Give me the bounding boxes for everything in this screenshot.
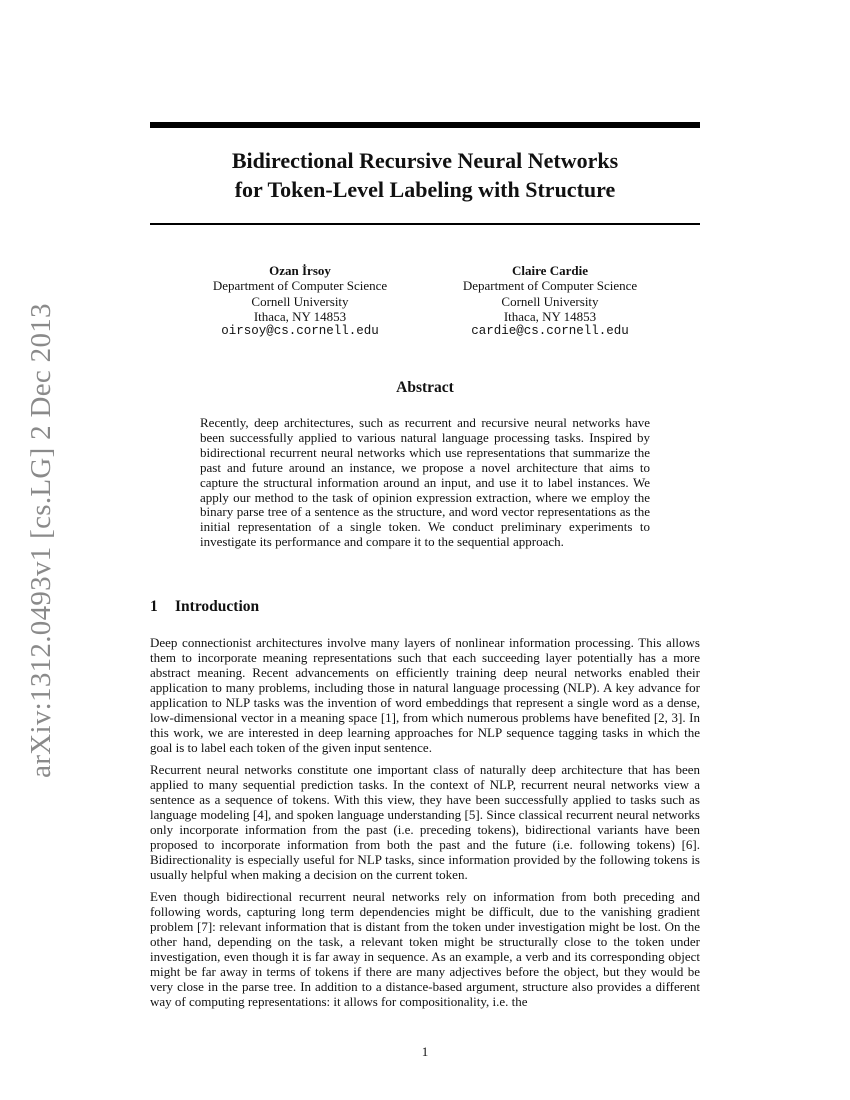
- arxiv-identifier-margin: [11, 300, 71, 780]
- author-location: Ithaca, NY 14853: [503, 308, 597, 324]
- author-name: Claire Cardie: [512, 263, 588, 278]
- author-email: oirsoy@cs.cornell.edu: [221, 324, 379, 339]
- section-number: 1: [150, 598, 158, 615]
- intro-paragraph-2: Recurrent neural networks constitute one important class of naturally deep architecture that has been applied to many sequential prediction tasks. In the context of NLP, recurrent neural networks view a sentence as a sequence of tokens. With this view, they have been successfully applied to tasks such as language modeling [4], and spoken language understanding [5]. Since classical recurrent neural networks only incorporate information from the past (i.e. preceding tokens), bidirectional variants have been proposed to incorporate information from both the past and the future (i.e. following tokens) [6]. Bidirectionality is especially useful for NLP tasks, since information provided by the following tokens is usually helpful when making a decision on the current token.: [150, 762, 700, 882]
- author-name: Ozan İrsoy: [269, 263, 331, 278]
- page-number: 1: [421, 1044, 429, 1059]
- arxiv-identifier: arXiv:1312.0493v1 [cs.LG] 2 Dec 2013: [24, 302, 57, 778]
- abstract-heading: Abstract: [396, 379, 454, 396]
- abstract-text: Recently, deep architectures, such as recurrent and recursive neural networks have been successfully applied to various natural language processing tasks. Inspired by bidirectional recurrent neural networks which use representations that summarize the past and future around an instance, we propose a novel architecture that aims to capture the structural information around an input, and use it to label instances. We apply our method to the task of opinion expression extraction, where we employ the binary parse tree of a sentence as the structure, and word vector representations as the initial representation of a single token. We conduct preliminary experiments to investigate its performance and compare it to the sequential approach.: [200, 415, 650, 550]
- author-block-cardie: [430, 263, 670, 339]
- section-title: Introduction: [175, 598, 260, 615]
- section-heading-introduction: [150, 598, 259, 616]
- author-department: Department of Computer Science: [212, 278, 388, 294]
- author-location: Ithaca, NY 14853: [253, 308, 347, 324]
- author-university: Cornell University: [251, 293, 349, 309]
- paper-title-line-1: Bidirectional Recursive Neural Networks: [231, 148, 619, 173]
- title-rule-bottom: [150, 223, 700, 225]
- intro-paragraph-3: Even though bidirectional recurrent neural networks rely on information from both preceding and following words, capturing long term dependencies might be difficult, due to the vanishing gradient problem [7]: relevant information that is distant from the token under investigation might be lost. On the other hand, depending on the task, a relevant token might be structurally close to the token under investigation, even though it is far away in sequence. As an example, a verb and its corresponding object might be far away in terms of tokens if there are many adjectives before the object, but they would be very close in the parse tree. In addition to a distance-based argument, structure also provides a different way of computing representations: it allows for compositionality, i.e. the: [150, 889, 700, 1009]
- title-rule-top: [150, 122, 700, 128]
- intro-paragraph-1: Deep connectionist architectures involve many layers of nonlinear information processing. This allows them to incorporate meaning representations such that each succeeding layer potentially has a more abstract meaning. Recent advancements on efficiently training deep neural networks enabled their application to many problems, including those in natural language processing (NLP). A key advance for application to NLP tasks was the invention of word embeddings that represent a single word as a dense, low-dimensional vector in a meaning space [1], from which numerous problems have benefited [2, 3]. In this work, we are interested in deep learning approaches for NLP sequence tagging tasks in which the goal is to label each token of the given input sentence.: [150, 635, 700, 755]
- author-department: Department of Computer Science: [462, 278, 638, 294]
- paper-title-line-2: for Token-Level Labeling with Structure: [234, 177, 616, 202]
- author-email: cardie@cs.cornell.edu: [471, 324, 629, 339]
- author-university: Cornell University: [501, 293, 599, 309]
- paper-title: [150, 146, 700, 204]
- introduction-body: [150, 635, 700, 1016]
- author-block-irsoy: [180, 263, 420, 339]
